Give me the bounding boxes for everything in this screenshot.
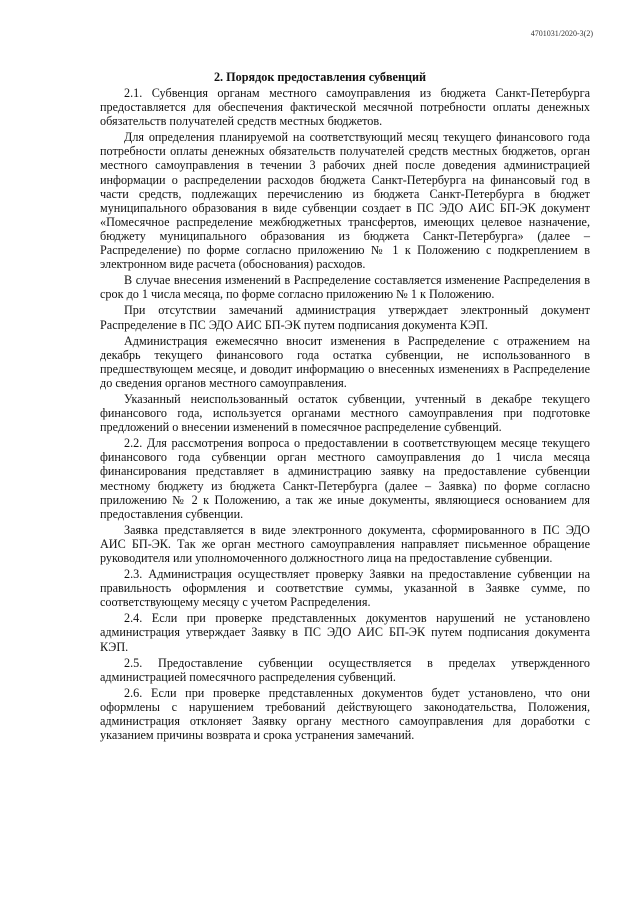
paragraph-2-6: 2.6. Если при проверке представленных документов будет установлено, что они оформлены с нарушением требований действующего законодательства, Положения, администрация отклоняет Заявку органу местного самоуправления для доработки с указанием причины возврата и срока устранения замечаний. [100, 685, 590, 743]
paragraph-2-5: 2.5. Предоставление субвенции осуществляется в пределах утвержденного администрацией помесячного распределения субвенций. [100, 655, 590, 684]
paragraph-2-3: 2.3. Администрация осуществляет проверку Заявки на предоставление субвенции на правильность оформления и соответствие суммы, указанной в Заявке сумме, по соответствующему месяцу с учетом Распределения. [100, 567, 590, 610]
paragraph-2-2: 2.2. Для рассмотрения вопроса о предоставлении в соответствующем месяце текущего финансового года субвенции орган местного самоуправления до 1 числа месяца финансирования представляет в администрацию заявку на предоставление субвенции местному бюджету из бюджета Санкт-Петербурга (далее – Заявка) по форме согласно приложению № 2 к Положению, а так же иные документы, являющиеся основанием для предоставления субвенции. [100, 436, 590, 521]
paragraph: Администрация ежемесячно вносит изменения в Распределение с отражением на декабрь текущего финансового года остатка субвенции, не использованного в предшествующем месяце, и доводит информацию о внесенных изменениях в Распределение до сведения органов местного самоуправления. [100, 333, 590, 390]
document-number: 4701031/2020-3(2) [530, 29, 593, 38]
section-title: 2. Порядок предоставления субвенций [213, 70, 427, 84]
paragraph: При отсутствии замечаний администрация утверждает электронный документ Распределение в ПС ЭДО АИС БП-ЭК путем подписания документа КЭП. [100, 303, 590, 332]
paragraph-2-4: 2.4. Если при проверке представленных документов нарушений не установлено администрация утверждает Заявку в ПС ЭДО АИС БП-ЭК путем подписания документа КЭП. [100, 611, 590, 654]
paragraph-2-1: 2.1. Субвенция органам местного самоуправления из бюджета Санкт-Петербурга предоставляется для обеспечения фактической месячной потребности оплаты денежных обязательств получателей средств местных бюджетов. [100, 86, 590, 129]
paragraph: В случае внесения изменений в Распределение составляется изменение Распределения в срок до 1 числа месяца, по форме согласно приложению № 1 к Положению. [100, 273, 590, 302]
paragraph: Заявка представляется в виде электронного документа, сформированного в ПС ЭДО АИС БП-ЭК. Так же орган местного самоуправления направляет письменное обращение руководителя или уполномоченного должностного лица на предоставление субвенции. [100, 522, 590, 565]
paragraph: Указанный неиспользованный остаток субвенции, учтенный в декабре текущего финансового года, используется органами местного самоуправления при подготовке предложений о внесении изменений в помесячное распределение субвенций. [100, 391, 590, 435]
document-body [100, 86, 590, 742]
paragraph: Для определения планируемой на соответствующий месяц текущего финансового года потребности оплаты денежных обязательств получателей средств местных бюджетов, орган местного самоуправления в течении 3 рабочих дней после доведения администрацией информации о распределении расходов бюджета Санкт-Петербурга на финансовый год в части средств, подлежащих перечислению из бюджета Санкт-Петербурга в бюджет муниципального образования в виде субвенции создает в ПС ЭДО АИС БП-ЭК документ «Помесячное распределение межбюджетных трансфертов, имеющих целевое назначение, бюджету муниципального образования из бюджета Санкт-Петербурга» (далее – Распределение) по форме согласно приложению № 1 к Положению с подкреплением в электронном виде расчета (обоснования) расходов. [100, 130, 590, 272]
